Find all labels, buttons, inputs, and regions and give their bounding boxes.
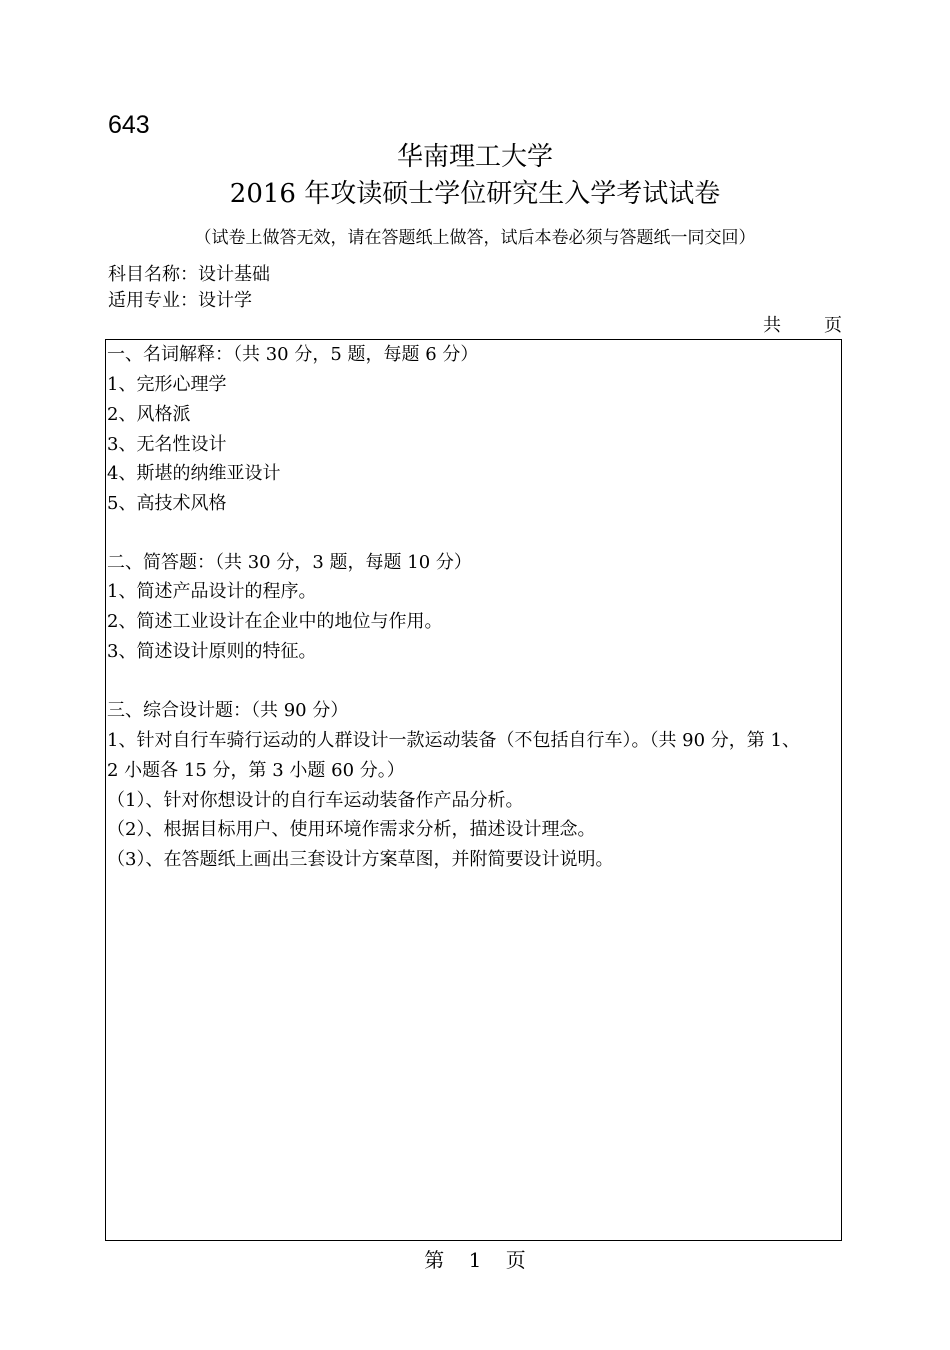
question-item: 2 小题各 15 分，第 3 小题 60 分。） [107, 760, 405, 781]
section-heading-1: 一、名词解释：（共 30 分，5 题，每题 6 分） [107, 344, 479, 365]
university-name: 华南理工大学 [396, 142, 553, 172]
question-item: 4、斯堪的纳维亚设计 [107, 463, 281, 484]
total-pages-word-1: 共 [763, 315, 781, 336]
sub-question-item: （1）、针对你想设计的自行车运动装备作产品分析。 [107, 790, 524, 811]
sub-question-item: （3）、在答题纸上画出三套设计方案草图，并附简要设计说明。 [107, 849, 614, 870]
exam-title: 2016 年攻读硕士学位研究生入学考试试卷 [229, 179, 721, 209]
footer-prefix: 第 [424, 1248, 445, 1272]
subject-name: 科目名称：设计基础 [108, 264, 270, 285]
section-heading-3: 三、综合设计题：（共 90 分） [107, 700, 349, 721]
question-item: 2、风格派 [107, 404, 191, 425]
page-footer [0, 1246, 950, 1274]
question-item: 3、无名性设计 [107, 434, 227, 455]
answer-notice: （试卷上做答无效，请在答题纸上做答，试后本卷必须与答题纸一同交回） [194, 228, 756, 248]
sub-question-item: （2）、根据目标用户、使用环境作需求分析，描述设计理念。 [107, 819, 596, 840]
footer-suffix: 页 [505, 1248, 526, 1272]
page-number: 1 [468, 1248, 482, 1272]
question-item: 1、针对自行车骑行运动的人群设计一款运动装备（不包括自行车）。（共 90 分，第 1、 [107, 730, 800, 751]
section-heading-2: 二、简答题：（共 30 分，3 题，每题 10 分） [107, 552, 472, 573]
question-item: 2、简述工业设计在企业中的地位与作用。 [107, 611, 443, 632]
exam-code: 643 [108, 111, 150, 139]
question-item: 1、简述产品设计的程序。 [107, 581, 317, 602]
question-item: 1、完形心理学 [107, 374, 227, 395]
total-pages-word-2: 页 [824, 315, 842, 336]
question-item: 3、简述设计原则的特征。 [107, 641, 317, 662]
applicable-major: 适用专业：设计学 [108, 290, 252, 311]
question-item: 5、高技术风格 [107, 493, 227, 514]
